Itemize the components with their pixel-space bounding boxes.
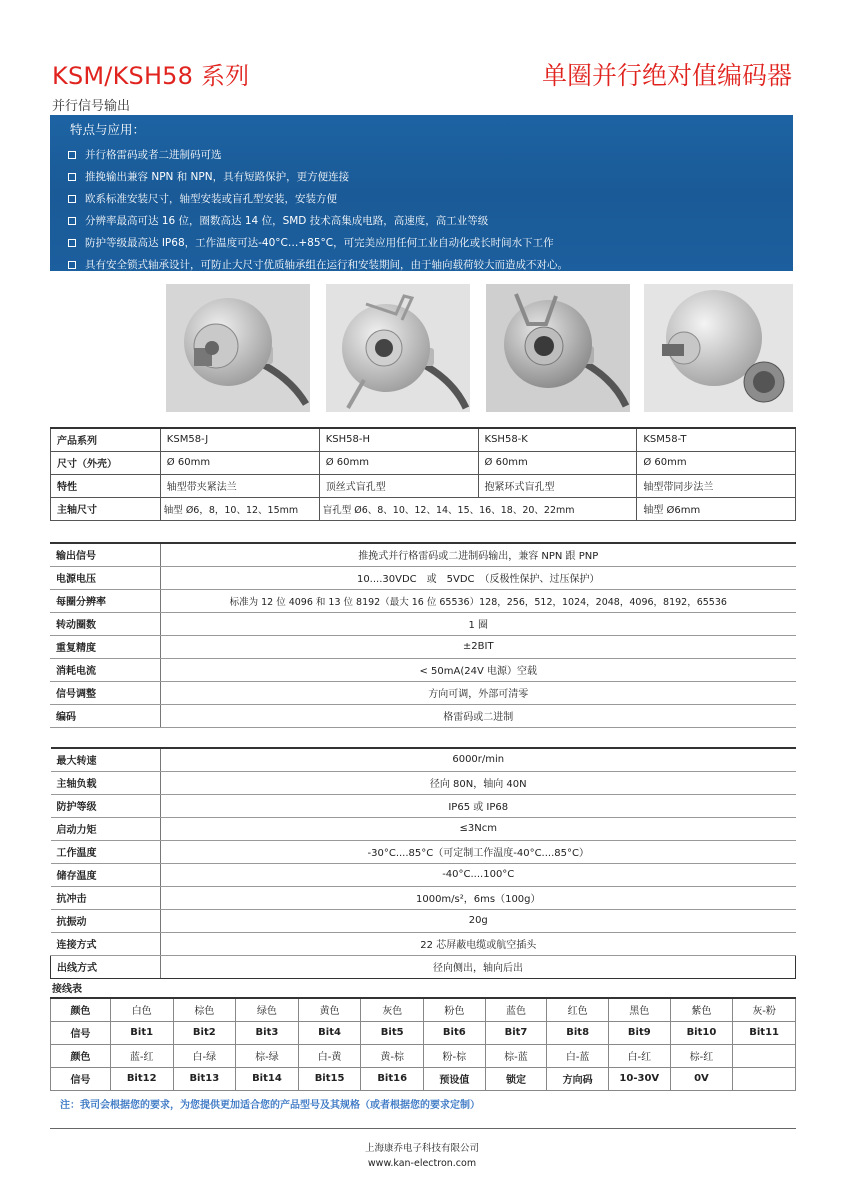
row-value: 推挽式并行格雷码或二进制码输出，兼容 NPN 跟 PNP	[160, 543, 796, 566]
wiring-cell: 棕色	[173, 998, 236, 1021]
wiring-cell: 蓝-红	[110, 1044, 173, 1067]
wiring-cell	[733, 1067, 796, 1090]
footer-url: www.kan-electron.com	[367, 1158, 477, 1169]
wiring-cell: 白-蓝	[547, 1044, 609, 1067]
wiring-cell: Bit8	[547, 1021, 609, 1044]
page-subtitle: 并行信号输出	[52, 99, 131, 114]
table-cell: KSH58-K	[478, 428, 637, 451]
mechanical-spec-table	[50, 747, 796, 979]
checkbox-bullet-icon	[68, 173, 76, 181]
product-title: 单圈并行绝对值编码器	[541, 61, 792, 90]
feature-text: 分辨率最高可达 16 位，圈数高达 14 位，SMD 技术高集成电路，高速度，高工业等级	[85, 215, 489, 227]
row-label: 出线方式	[51, 955, 161, 978]
feature-text: 具有安全锁式轴承设计，可防止大尺寸优质轴承组在运行和安装期间，由于轴向载荷较大而造成不对心。	[85, 259, 568, 271]
feature-item	[68, 210, 775, 232]
row-label: 特性	[51, 474, 161, 497]
wiring-cell: Bit6	[424, 1021, 486, 1044]
wiring-cell	[733, 1044, 796, 1067]
table-cell: 抱紧环式盲孔型	[478, 474, 637, 497]
row-label: 重复精度	[50, 635, 160, 658]
checkbox-bullet-icon	[68, 261, 76, 269]
wiring-cell: 灰-粉	[733, 998, 796, 1021]
table-cell: Ø 60mm	[637, 451, 796, 474]
wiring-cell: Bit13	[173, 1067, 236, 1090]
row-label: 产品系列	[51, 428, 161, 451]
table-cell: 轴型带同步法兰	[637, 474, 796, 497]
table-row	[50, 543, 796, 566]
wiring-table	[50, 997, 796, 1091]
table-row	[51, 474, 796, 497]
wiring-cell: 0V	[670, 1067, 733, 1090]
wiring-title: 接线表	[52, 984, 82, 995]
row-label: 工作温度	[51, 840, 161, 863]
wiring-cell: 黄色	[298, 998, 361, 1021]
wiring-cell: Bit15	[298, 1067, 361, 1090]
wiring-row-label: 颜色	[51, 1044, 111, 1067]
row-value: 径向侧出，轴向后出	[161, 955, 796, 978]
table-cell: KSM58-J	[160, 428, 319, 451]
table-row	[50, 589, 796, 612]
row-value: 20g	[161, 909, 796, 932]
table-row	[50, 566, 796, 589]
wiring-cell: Bit5	[361, 1021, 424, 1044]
wiring-cell: Bit4	[298, 1021, 361, 1044]
feature-text: 并行格雷码或者二进制码可选	[85, 149, 222, 161]
feature-text: 防护等级最高达 IP68，工作温度可达-40°C…+85°C，可完美应用任何工业自动化或长时间水下工作	[85, 237, 554, 249]
wiring-cell: 棕-绿	[236, 1044, 299, 1067]
table-row	[51, 817, 796, 840]
row-value: 方向可调，外部可清零	[160, 681, 796, 704]
row-label: 储存温度	[51, 863, 161, 886]
custom-note: 注：我司会根据您的要求，为您提供更加适合您的产品型号及其规格（或者根据您的要求定制）	[60, 1100, 480, 1111]
table-row	[51, 748, 796, 771]
feature-text: 欧系标准安装尺寸，轴型安装或盲孔型安装，安装方便	[85, 193, 337, 205]
wiring-row	[51, 998, 796, 1021]
wiring-cell: 预设值	[424, 1067, 486, 1090]
row-value: 22 芯屏蔽电缆或航空插头	[161, 932, 796, 955]
row-label: 编码	[50, 704, 160, 727]
wiring-cell: 红色	[547, 998, 609, 1021]
feature-item	[68, 254, 775, 276]
row-label: 连接方式	[51, 932, 161, 955]
wiring-cell: 紫色	[670, 998, 733, 1021]
wiring-cell: 10-30V	[608, 1067, 670, 1090]
table-row	[51, 451, 796, 474]
wiring-cell: Bit11	[733, 1021, 796, 1044]
electrical-spec-table	[50, 542, 796, 728]
row-label: 每圈分辨率	[50, 589, 160, 612]
table-row	[50, 612, 796, 635]
wiring-cell: Bit10	[670, 1021, 733, 1044]
wiring-cell: 蓝色	[485, 998, 547, 1021]
product-photo-ksh58-h	[326, 284, 470, 412]
checkbox-bullet-icon	[68, 195, 76, 203]
feature-item	[68, 144, 775, 166]
table-cell: 轴型 Ø6，8，10、12、15mm	[160, 497, 319, 520]
row-value: 格雷码或二进制	[160, 704, 796, 727]
wiring-row	[51, 1067, 796, 1090]
table-cell: 轴型带夹紧法兰	[160, 474, 319, 497]
wiring-cell: Bit3	[236, 1021, 299, 1044]
row-value: 6000r/min	[161, 748, 796, 771]
row-value: -30°C....85°C（可定制工作温度-40°C....85°C）	[161, 840, 796, 863]
wiring-cell: 白-红	[608, 1044, 670, 1067]
row-label: 转动圈数	[50, 612, 160, 635]
product-photo-ksm58-j	[166, 284, 310, 412]
table-row	[51, 886, 796, 909]
wiring-row	[51, 1044, 796, 1067]
table-row	[51, 428, 796, 451]
table-row	[50, 681, 796, 704]
wiring-row-label: 信号	[51, 1021, 111, 1044]
table-cell: Ø 60mm	[160, 451, 319, 474]
product-photo-ksm58-t	[644, 284, 793, 412]
table-row	[51, 794, 796, 817]
row-label: 主轴负载	[51, 771, 161, 794]
series-title: KSM/KSH58 系列	[52, 62, 250, 90]
footer-divider	[50, 1128, 796, 1129]
wiring-cell: 绿色	[236, 998, 299, 1021]
row-label: 消耗电流	[50, 658, 160, 681]
features-list	[68, 144, 775, 276]
row-label: 信号调整	[50, 681, 160, 704]
table-row	[51, 497, 796, 520]
table-row	[50, 704, 796, 727]
row-label: 最大转速	[51, 748, 161, 771]
features-panel	[50, 115, 793, 271]
checkbox-bullet-icon	[68, 217, 76, 225]
table-row	[51, 955, 796, 978]
wiring-cell: 方向码	[547, 1067, 609, 1090]
wiring-cell: 黑色	[608, 998, 670, 1021]
table-cell: Ø 60mm	[319, 451, 478, 474]
row-value: 1000m/s²，6ms（100g）	[161, 886, 796, 909]
table-cell: KSH58-H	[319, 428, 478, 451]
row-value: ±2BIT	[160, 635, 796, 658]
wiring-cell: 灰色	[361, 998, 424, 1021]
feature-text: 推挽输出兼容 NPN 和 NPN，具有短路保护，更方便连接	[85, 171, 350, 183]
wiring-cell: 白-黄	[298, 1044, 361, 1067]
row-value: ≤3Ncm	[161, 817, 796, 840]
row-value: IP65 或 IP68	[161, 794, 796, 817]
row-value: 标准为 12 位 4096 和 13 位 8192（最大 16 位 65536）128，256，512，1024，2048，4096，8192，65536	[160, 589, 796, 612]
product-photos	[166, 284, 793, 412]
wiring-cell: Bit1	[110, 1021, 173, 1044]
row-value: 径向 80N，轴向 40N	[161, 771, 796, 794]
table-row	[51, 840, 796, 863]
wiring-cell: Bit12	[110, 1067, 173, 1090]
wiring-cell: Bit16	[361, 1067, 424, 1090]
table-cell: 顶丝式盲孔型	[319, 474, 478, 497]
table-cell: Ø 60mm	[478, 451, 637, 474]
features-title: 特点与应用：	[70, 122, 146, 137]
wiring-cell: 黄-棕	[361, 1044, 424, 1067]
wiring-cell: 白-绿	[173, 1044, 236, 1067]
row-value: 10....30VDC 或 5VDC （反极性保护、过压保护）	[160, 566, 796, 589]
row-label: 主轴尺寸	[51, 497, 161, 520]
row-label: 电源电压	[50, 566, 160, 589]
row-value: 1 圈	[160, 612, 796, 635]
table-row	[51, 909, 796, 932]
wiring-row-label: 信号	[51, 1067, 111, 1090]
wiring-cell: Bit9	[608, 1021, 670, 1044]
wiring-cell: 棕-红	[670, 1044, 733, 1067]
wiring-cell: 白色	[110, 998, 173, 1021]
table-row	[51, 932, 796, 955]
row-label: 输出信号	[50, 543, 160, 566]
feature-item	[68, 188, 775, 210]
row-value: < 50mA(24V 电源）空载	[160, 658, 796, 681]
table-row	[51, 771, 796, 794]
table-cell: 轴型 Ø6mm	[637, 497, 796, 520]
wiring-cell: Bit7	[485, 1021, 547, 1044]
table-row	[50, 635, 796, 658]
wiring-cell: 棕-蓝	[485, 1044, 547, 1067]
checkbox-bullet-icon	[68, 239, 76, 247]
wiring-cell: 粉-棕	[424, 1044, 486, 1067]
product-photo-ksh58-k	[486, 284, 630, 412]
table-cell: 盲孔型 Ø6、8、10、12、14、15、16、18、20、22mm	[319, 497, 637, 520]
row-label: 启动力矩	[51, 817, 161, 840]
wiring-cell: 粉色	[424, 998, 486, 1021]
row-label: 抗振动	[51, 909, 161, 932]
row-label: 防护等级	[51, 794, 161, 817]
wiring-cell: 锁定	[485, 1067, 547, 1090]
table-cell: KSM58-T	[637, 428, 796, 451]
footer-company: 上海康乔电子科技有限公司	[364, 1143, 479, 1154]
table-row	[50, 658, 796, 681]
row-value: -40°C....100°C	[161, 863, 796, 886]
table-row	[51, 863, 796, 886]
checkbox-bullet-icon	[68, 151, 76, 159]
row-label: 抗冲击	[51, 886, 161, 909]
feature-item	[68, 232, 775, 254]
wiring-row-label: 颜色	[51, 998, 111, 1021]
feature-item	[68, 166, 775, 188]
wiring-cell: Bit14	[236, 1067, 299, 1090]
model-table	[50, 427, 796, 521]
wiring-cell: Bit2	[173, 1021, 236, 1044]
wiring-row	[51, 1021, 796, 1044]
row-label: 尺寸（外壳）	[51, 451, 161, 474]
